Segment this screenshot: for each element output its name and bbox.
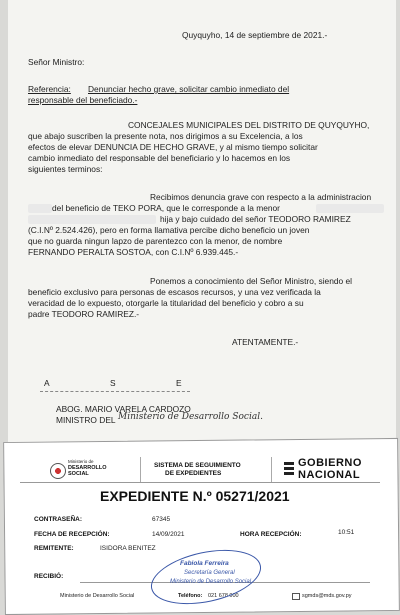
- paragraph-3-line-2: beneficio exclusivo para personas de escasos recursos, y una vez verificada la: [28, 287, 321, 297]
- paragraph-2-line-4: (C.I.Nº 2.524.426), pero en forma llamativa percibe dicho beneficio un joven: [28, 225, 310, 235]
- paragraph-3-line-1: Ponemos a conocimiento del Señor Ministro, siendo el: [150, 276, 353, 286]
- ministry-small-label: Ministerio de: [68, 459, 94, 464]
- place-date: Quyquyho, 14 de septiembre de 2021.-: [182, 30, 328, 40]
- paragraph-2-line-3: hija y bajo cuidado del señor TEODORO RAMIREZ: [160, 214, 351, 224]
- salutation: Señor Ministro:: [28, 57, 85, 67]
- footer-email: sgmds@mds.gov.py: [302, 593, 352, 599]
- reference-label: Referencia:: [28, 84, 71, 94]
- spaced-letter-a: A: [44, 378, 50, 388]
- paragraph-1-line-3: efectos de elevar DENUNCIA DE HECHO GRAVE, y al mismo tiempo solicitar: [28, 142, 318, 152]
- signer-title: MINISTRO DEL: [56, 415, 116, 425]
- stamp-line-3: Ministerio de Desarrollo Social: [170, 579, 252, 585]
- system-title-line-2: DE EXPEDIENTES: [165, 470, 222, 477]
- paragraph-1-line-1: CONCEJALES MUNICIPALES DEL DISTRITO DE QUYQUYHO,: [128, 120, 370, 130]
- paragraph-1-line-4: cambio inmediato del responsable del beneficiario y lo hacemos en los: [28, 153, 291, 163]
- spaced-letter-e: E: [176, 378, 182, 388]
- government-grid-icon: [284, 461, 294, 475]
- footer-phone: 021 678 000: [208, 593, 239, 599]
- reference-line-2: responsable del beneficiado.-: [28, 95, 138, 105]
- hora-recepcion-value: 10:51: [338, 529, 355, 536]
- email-icon: [292, 593, 300, 600]
- signer-name: ABOG. MARIO VARELA CARDOZO: [56, 404, 191, 414]
- paragraph-2-line-2: del beneficio de TEKO PORA, que le corresponde a la menor: [52, 203, 280, 213]
- gobierno-label: GOBIERNO: [298, 457, 362, 469]
- paraguay-coat-of-arms-icon: [50, 463, 66, 479]
- redaction-box: [28, 215, 156, 224]
- expediente-number: EXPEDIENTE N.º 05271/2021: [100, 488, 290, 504]
- stamp-signature-name: Fabiola Ferreira: [180, 560, 229, 567]
- paragraph-3-line-4: padre TEODORO RAMIREZ.-: [28, 309, 140, 319]
- closing: ATENTAMENTE.-: [232, 337, 299, 347]
- stamp-line-2: Secretaría General: [184, 570, 235, 576]
- remitente-value: ISIDORA BENITEZ: [100, 545, 156, 552]
- divider: [20, 482, 380, 483]
- system-title-line-1: SISTEMA DE SEGUIMIENTO: [154, 462, 241, 469]
- redaction-box: [316, 204, 384, 213]
- paragraph-3-line-3: veracidad de lo expuesto, otorgarle la titularidad del beneficio y cobro a su: [28, 298, 304, 308]
- contrasena-label: CONTRASEÑA:: [34, 516, 83, 523]
- spaced-letter-s: S: [110, 378, 116, 388]
- hora-recepcion-label: HORA RECEPCIÓN:: [240, 531, 302, 538]
- signature-line: [40, 391, 190, 392]
- nacional-label: NACIONAL: [298, 469, 361, 481]
- fecha-recepcion-label: FECHA DE RECEPCIÓN:: [34, 531, 110, 538]
- paragraph-2-line-6: FERNANDO PERALTA SOSTOA, con C.I.Nº 6.939.445.-: [28, 247, 239, 257]
- recibio-label: RECIBIÓ:: [34, 573, 64, 580]
- contrasena-value: 67345: [152, 516, 171, 523]
- footer-phone-label: Teléfono:: [178, 593, 203, 599]
- reference-line-1: Denunciar hecho grave, solicitar cambio inmediato del: [88, 84, 290, 94]
- paragraph-2-line-5: que no guarda ningun lapzo de parentezco con la menor, de nombre: [28, 236, 283, 246]
- paragraph-2-line-1: Recibimos denuncia grave con respecto a la administracion: [150, 192, 372, 202]
- paragraph-1-line-2: que abajo suscriben la presente nota, nos dirigimos a su Excelencia, a los: [28, 131, 303, 141]
- paragraph-1-line-5: siguientes terminos:: [28, 164, 103, 174]
- remitente-label: REMITENTE:: [34, 545, 74, 552]
- fecha-recepcion-value: 14/09/2021: [152, 531, 185, 538]
- ministry-name-line-1: DESARROLLO: [68, 465, 107, 471]
- ministry-name-line-2: SOCIAL: [68, 471, 89, 477]
- footer-ministry: Ministerio de Desarrollo Social: [60, 593, 135, 599]
- handwritten-addition: Ministerio de Desarrollo Social.: [118, 412, 263, 422]
- redaction-box: [28, 204, 52, 213]
